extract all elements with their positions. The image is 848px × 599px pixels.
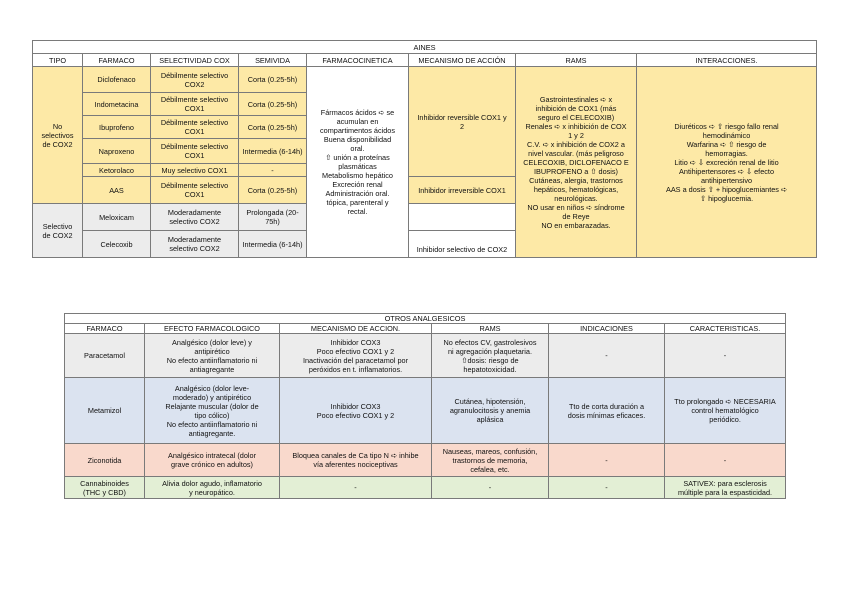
rams-cell: No efectos CV, gastrolesivos ni agregación plaquetaria. ⇧dosis: riesgo de hepatotoxicidad. xyxy=(432,334,549,378)
selectividad-cell: Débilmente selectivo COX2 xyxy=(151,67,239,93)
interacciones-cell: Diuréticos ➪ ⇧ riesgo fallo renal hemodinámico Warfarina ➪ ⇧ riesgo de hemorragias. Litio ➪ ⇩ excreción renal de litio Antihipertensores ➪ ⇩ efecto antihipertensivo AAS a dosis ⇧ + hipoglucemiantes ➪ ⇧ hipoglucemia. xyxy=(637,67,817,258)
mecanismo-irreversible: Inhibidor irreversible COX1 xyxy=(409,177,516,204)
farmaco-cell: Diclofenaco xyxy=(83,67,151,93)
mecanismo-cell: - xyxy=(280,477,432,499)
farmaco-cell: Ketorolaco xyxy=(83,164,151,177)
group-selectivos: Selectivo de COX2 xyxy=(33,204,83,258)
selectividad-cell: Débilmente selectivo COX1 xyxy=(151,177,239,204)
header-mecanismo: MECANISMO DE ACCIÓN xyxy=(409,54,516,67)
header-tipo: TIPO xyxy=(33,54,83,67)
header-mecanismo: MECANISMO DE ACCION. xyxy=(280,324,432,334)
semivida-cell: Intermedia (6-14h) xyxy=(239,231,307,258)
farmaco-cell: Meloxicam xyxy=(83,204,151,231)
semivida-cell: Corta (0.25-5h) xyxy=(239,177,307,204)
efecto-cell: Analgésico (dolor leve) y antipirético No efecto antiinflamatorio ni antiagregante xyxy=(145,334,280,378)
header-caracteristicas: CARACTERISTICAS. xyxy=(665,324,786,334)
selectividad-cell: Moderadamente selectivo COX2 xyxy=(151,204,239,231)
mecanismo-selectivo: Inhibidor selectivo de COX2 xyxy=(409,231,516,258)
header-interacciones: INTERACCIONES. xyxy=(637,54,817,67)
farmaco-cell: Naproxeno xyxy=(83,139,151,164)
header-selectividad: SELECTIVIDAD COX xyxy=(151,54,239,67)
aines-title: AINES xyxy=(33,41,817,54)
group-no-selectivos: No selectivos de COX2 xyxy=(33,67,83,204)
rams-cell: Nauseas, mareos, confusión, trastornos de memoria, cefalea, etc. xyxy=(432,444,549,477)
semivida-cell: Intermedia (6-14h) xyxy=(239,139,307,164)
mecanismo-reversible: Inhibidor reversible COX1 y 2 xyxy=(409,67,516,177)
header-indicaciones: INDICACIONES xyxy=(549,324,665,334)
otros-analgesicos-table xyxy=(64,313,786,499)
caracteristicas-cell: - xyxy=(665,444,786,477)
mecanismo-empty xyxy=(409,204,516,231)
header-farmacocinetica: FARMACOCINETICA xyxy=(307,54,409,67)
farmaco-cell: Celecoxib xyxy=(83,231,151,258)
semivida-cell: Corta (0.25-5h) xyxy=(239,67,307,93)
header-rams: RAMS xyxy=(432,324,549,334)
rams-cell: Gastrointestinales ➪ x inhibición de COX1 (más seguro el CELECOXIB) Renales ➪ x inhibición de COX 1 y 2 C.V. ➪ x inhibición de COX2 a nivel vascular. (más peligroso CELECOXIB, DICLOFENACO E IBUPROFENO a ⇧ dosis) Cutáneas, alergia, trastornos hepáticos, hematológicas, neurológicas. NO usar en niños ➪ síndrome de Reye NO en embarazadas. xyxy=(516,67,637,258)
header-farmaco: FARMACO xyxy=(83,54,151,67)
caracteristicas-cell: SATIVEX: para esclerosis múltiple para la espasticidad. xyxy=(665,477,786,499)
header-semivida: SEMIVIDA xyxy=(239,54,307,67)
efecto-cell: Analgésico (dolor leve- moderado) y antipirético Relajante muscular (dolor de tipo cólico) No efecto antiinflamatorio ni antiagregante. xyxy=(145,378,280,444)
selectividad-cell: Débilmente selectivo COX1 xyxy=(151,93,239,116)
indicaciones-cell: - xyxy=(549,444,665,477)
caracteristicas-cell: - xyxy=(665,334,786,378)
semivida-cell: Prolongada (20-75h) xyxy=(239,204,307,231)
mecanismo-cell: Inhibidor COX3 Poco efectivo COX1 y 2 Inactivación del paracetamol por peróxidos en t. inflamatorios. xyxy=(280,334,432,378)
aines-table xyxy=(32,40,817,258)
indicaciones-cell: Tto de corta duración a dosis mínimas eficaces. xyxy=(549,378,665,444)
caracteristicas-cell: Tto prolongado ➪ NECESARIA control hematológico periódico. xyxy=(665,378,786,444)
efecto-cell: Alivia dolor agudo, inflamatorio y neuropático. xyxy=(145,477,280,499)
rams-cell: - xyxy=(432,477,549,499)
selectividad-cell: Moderadamente selectivo COX2 xyxy=(151,231,239,258)
selectividad-cell: Débilmente selectivo COX1 xyxy=(151,116,239,139)
farmaco-cell: Ibuprofeno xyxy=(83,116,151,139)
indicaciones-cell: - xyxy=(549,334,665,378)
selectividad-cell: Muy selectivo COX1 xyxy=(151,164,239,177)
indicaciones-cell: - xyxy=(549,477,665,499)
rams-cell: Cutánea, hipotensión, agranulocitosis y anemia aplásica xyxy=(432,378,549,444)
farmacocinetica-cell: Fármacos ácidos ➪ se acumulan en compartimentos ácidos Buena disponibilidad oral. ⇧ unión a proteínas plasmáticas Metabolismo hepático Excreción renal Administración oral. tópica, parenteral y rectal. xyxy=(307,67,409,258)
otros-title: OTROS ANALGESICOS xyxy=(65,314,786,324)
mecanismo-cell: Inhibidor COX3 Poco efectivo COX1 y 2 xyxy=(280,378,432,444)
farmaco-cell: Metamizol xyxy=(65,378,145,444)
semivida-cell: - xyxy=(239,164,307,177)
mecanismo-cell: Bloquea canales de Ca tipo N ➪ inhibe vía aferentes nociceptivas xyxy=(280,444,432,477)
header-efecto: EFECTO FARMACOLOGICO xyxy=(145,324,280,334)
selectividad-cell: Débilmente selectivo COX1 xyxy=(151,139,239,164)
farmaco-cell: Indometacina xyxy=(83,93,151,116)
farmaco-cell: Cannabinoides (THC y CBD) xyxy=(65,477,145,499)
farmaco-cell: AAS xyxy=(83,177,151,204)
header-rams: RAMS xyxy=(516,54,637,67)
farmaco-cell: Paracetamol xyxy=(65,334,145,378)
semivida-cell: Corta (0.25-5h) xyxy=(239,116,307,139)
header-farmaco: FARMACO xyxy=(65,324,145,334)
efecto-cell: Analgésico intratecal (dolor grave crónico en adultos) xyxy=(145,444,280,477)
farmaco-cell: Ziconotida xyxy=(65,444,145,477)
semivida-cell: Corta (0.25-5h) xyxy=(239,93,307,116)
